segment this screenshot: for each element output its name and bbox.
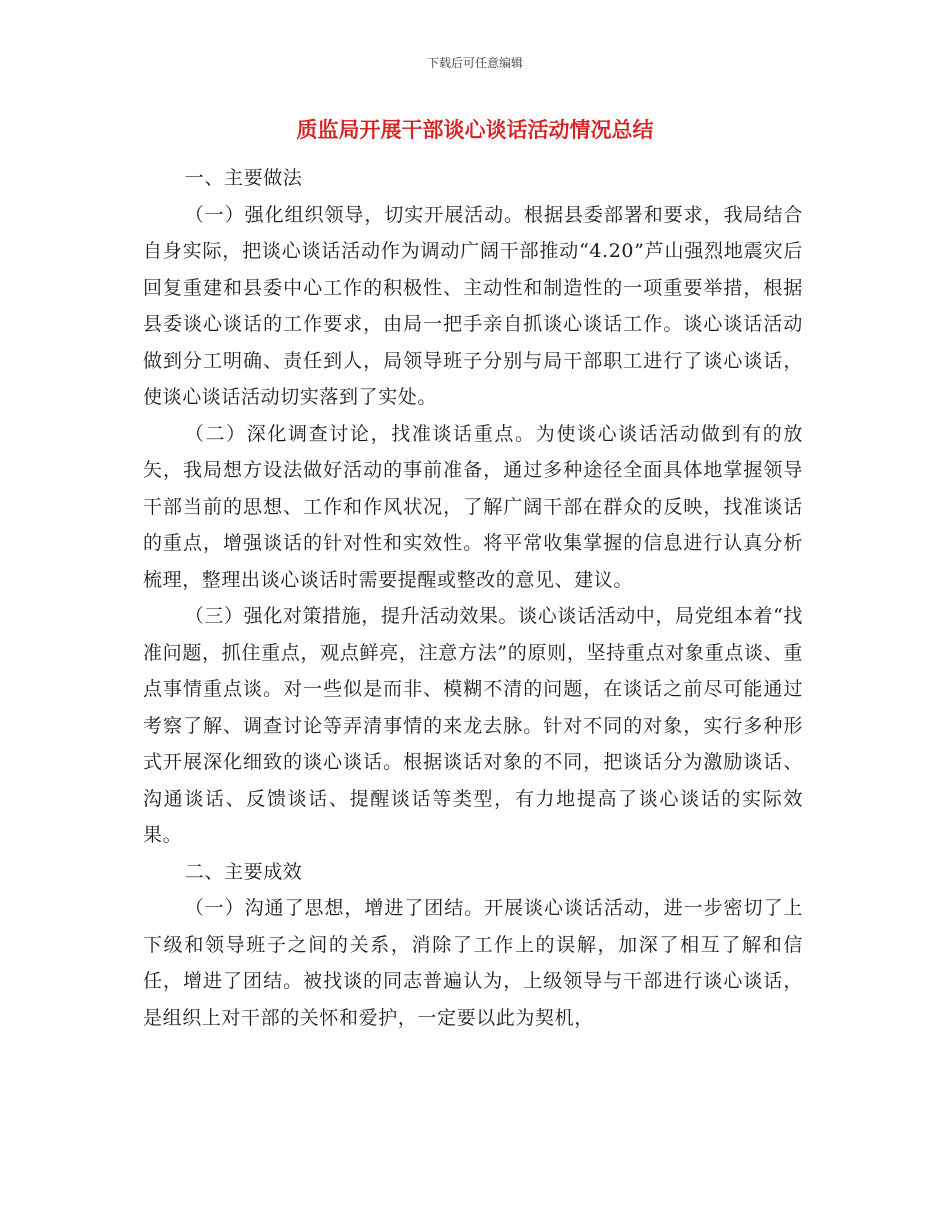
document-title: 质监局开展干部谈心谈话活动情况总结 [296,118,654,142]
section-heading-practices: 一、主要做法 [184,167,303,189]
paragraph-investigation: （二）深化调查讨论，找准谈话重点。为使谈心谈话活动做到有的放矢，我局想方设法做好活动的事前准备，通过多种途径全面具体地掌握领导干部当前的思想、工作和作风状况，了解广阔干部在群众的反映，找准谈话的重点，增强谈话的针对性和实效性。将平常收集掌握的信息进行认真分析梳理，整理出谈心谈话时需要提醒或整改的意见、建议。 [143,422,803,591]
paragraph-organization: （一）强化组织领导，切实开展活动。根据县委部署和要求，我局结合自身实际，把谈心谈话活动作为调动广阔干部推动“4.20”芦山强烈地震灾后回复重建和县委中心工作的积极性、主动性和制造性的一项重要举措，根据县委谈心谈话的工作要求，由局一把手亲自抓谈心谈话工作。谈心谈话活动做到分工明确、责任到人，局领导班子分别与局干部职工进行了谈心谈话，使谈心谈话活动切实落到了实处。 [143,203,803,408]
paragraph-communication: （一）沟通了思想，增进了团结。开展谈心谈话活动，进一步密切了上下级和领导班子之间的关系，消除了工作上的误解，加深了相互了解和信任，增进了团结。被找谈的同志普遍认为，上级领导与干部进行谈心谈话，是组织上对干部的关怀和爱护，一定要以此为契机， [143,897,803,1029]
paragraph-measures: （三）强化对策措施，提升活动效果。谈心谈话活动中，局党组本着“找准问题，抓住重点，观点鲜亮，注意方法”的原则，坚持重点对象重点谈、重点事情重点谈。对一些似是而非、模糊不清的问题，在谈话之前尽可能通过考察了解、调查讨论等弄清事情的来龙去脉。针对不同的对象，实行多种形式开展深化细致的谈心谈话。根据谈话对象的不同，把谈话分为激励谈话、沟通谈话、反馈谈话、提醒谈话等类型，有力地提高了谈心谈话的实际效果。 [143,605,803,846]
document-body [143,160,803,1036]
section-heading-results: 二、主要成效 [184,860,303,883]
header-note: 下载后可任意编辑 [426,56,523,70]
